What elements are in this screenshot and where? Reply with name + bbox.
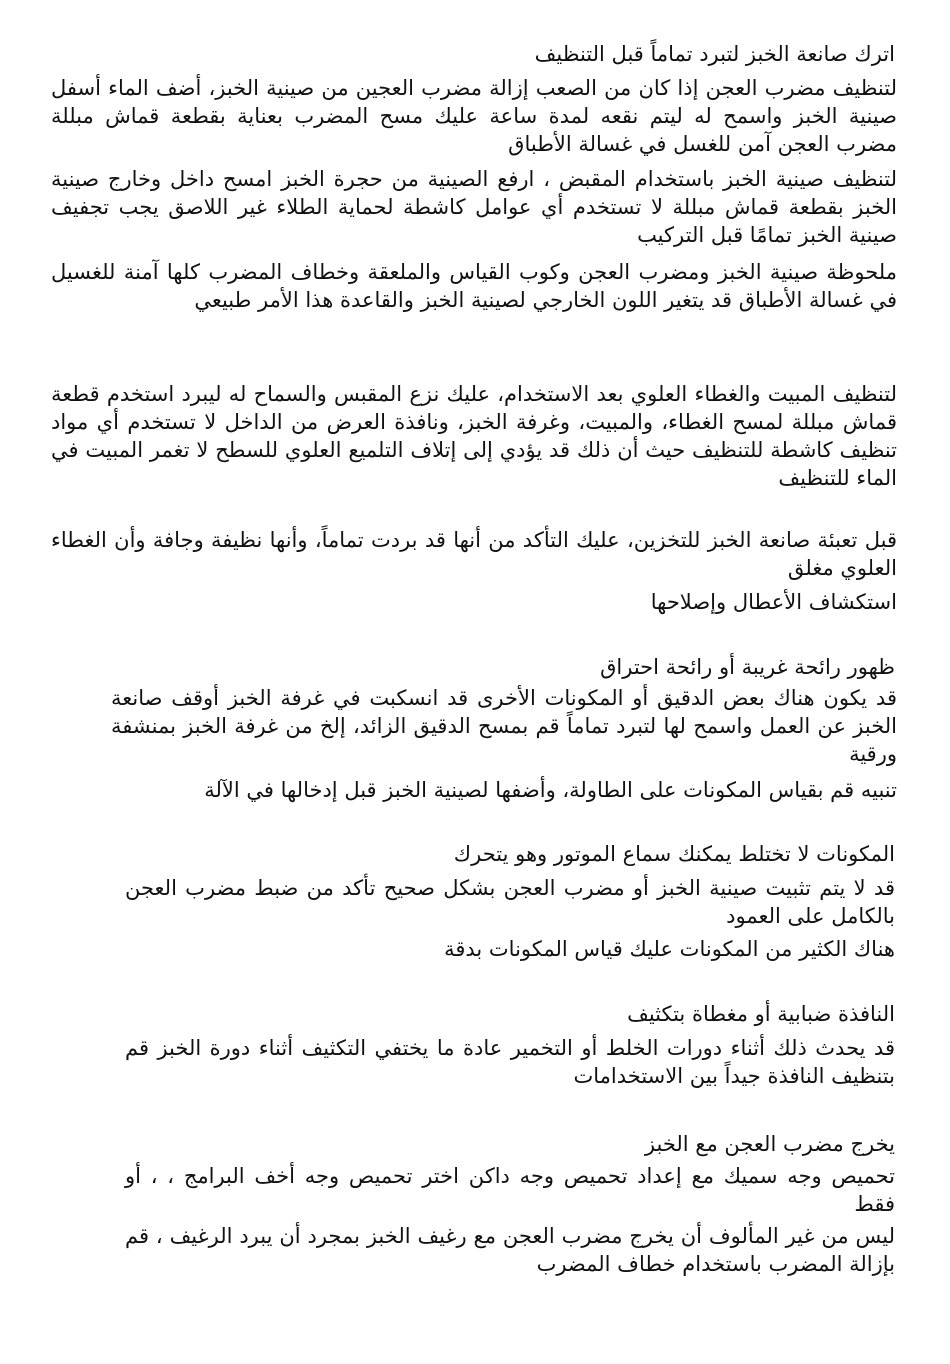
mixing-heading: المكونات لا تختلط يمكنك سماع الموتور وهو يتحرك (453, 842, 895, 866)
cleaning-pan-paragraph: لتنظيف صينية الخبز باستخدام المقبض ، ارفع الصينية من حجرة الخبز امسح داخل وخارج صينية الخبز بقطعة قماش مبللة لا تستخدم أي عوامل كاشطة لحماية الطلاء غير اللاصق يجب تجفيف صينية الخبز تمامًا قبل التركيب (51, 167, 897, 247)
cleaning-note-paragraph: ملحوظة صينية الخبز ومضرب العجن وكوب القياس والملعقة وخطاف المضرب كلها آمنة للغسيل في غسالة الأطباق قد يتغير اللون الخارجي لصينية الخبز والقاعدة هذا الأمر طبيعي (51, 260, 897, 312)
cleaning-paddle-paragraph: لتنظيف مضرب العجن إذا كان من الصعب إزالة مضرب العجين من صينية الخبز، أضف الماء أسفل صينية الخبز واسمح له ليتم نقعه لمدة ساعة عليك مسح المضرب بعناية بقطعة قماش مبللة مضرب العجن آمن للغسل في غسالة الأطباق (51, 76, 897, 156)
window-cause-paragraph: قد يحدث ذلك أثناء دورات الخلط أو التخمير عادة ما يختفي التكثيف أثناء دورة الخبز قم بتنظيف النافذة جيداً بين الاستخدامات (125, 1036, 895, 1088)
cleaning-heading: اترك صانعة الخبز لتبرد تماماً قبل التنظيف (534, 42, 895, 66)
mixing-tip-paragraph: هناك الكثير من المكونات عليك قياس المكونات بدقة (444, 937, 895, 961)
storage-paragraph: قبل تعبئة صانعة الخبز للتخزين، عليك التأكد من أنها قد بردت تماماً، وأنها نظيفة وجافة وأن الغطاء العلوي مغلق (51, 528, 897, 580)
smell-cause-paragraph: قد يكون هناك بعض الدقيق أو المكونات الأخرى قد انسكبت في غرفة الخبز أوقف صانعة الخبز عن العمل واسمح لها لتبرد تماماً قم بمسح الدقيق الزائد، إلخ من غرفة الخبز بمنشفة ورقية (111, 686, 897, 766)
smell-heading: ظهور رائحة غريبة أو رائحة احتراق (600, 655, 895, 679)
mixing-cause-paragraph: قد لا يتم تثبيت صينية الخبز أو مضرب العجن بشكل صحيح تأكد من ضبط مضرب العجن بالكامل على العمود (125, 876, 895, 928)
paddle-remove-paragraph: ليس من غير المألوف أن يخرج مضرب العجن مع رغيف الخبز بمجرد أن يبرد الرغيف ، قم بإزالة المضرب باستخدام خطاف المضرب (125, 1224, 895, 1276)
smell-tip-paragraph: تنبيه قم بقياس المكونات على الطاولة، وأضفها لصينية الخبز قبل إدخالها في الآلة (204, 778, 897, 802)
window-heading: النافذة ضبابية أو مغطاة بتكثيف (627, 1002, 895, 1026)
paddle-stuck-heading: يخرج مضرب العجن مع الخبز (644, 1132, 895, 1156)
troubleshooting-heading: استكشاف الأعطال وإصلاحها (650, 590, 897, 614)
paddle-crust-paragraph: تحميص وجه سميك مع إعداد تحميص وجه داكن اختر تحميص وجه أخف البرامج ، ، أو فقط (125, 1164, 895, 1216)
cleaning-lid-paragraph: لتنظيف المبيت والغطاء العلوي بعد الاستخدام، عليك نزع المقبس والسماح له ليبرد استخدم قطعة قماش مبللة لمسح الغطاء، والمبيت، وغرفة الخبز، ونافذة العرض من الداخل لا تستخدم أي مواد تنظيف كاشطة للتنظيف حيث أن ذلك قد يؤدي إلى إتلاف التلميع العلوي للسطح لا تغمر المبيت في الماء للتنظيف (51, 382, 897, 490)
